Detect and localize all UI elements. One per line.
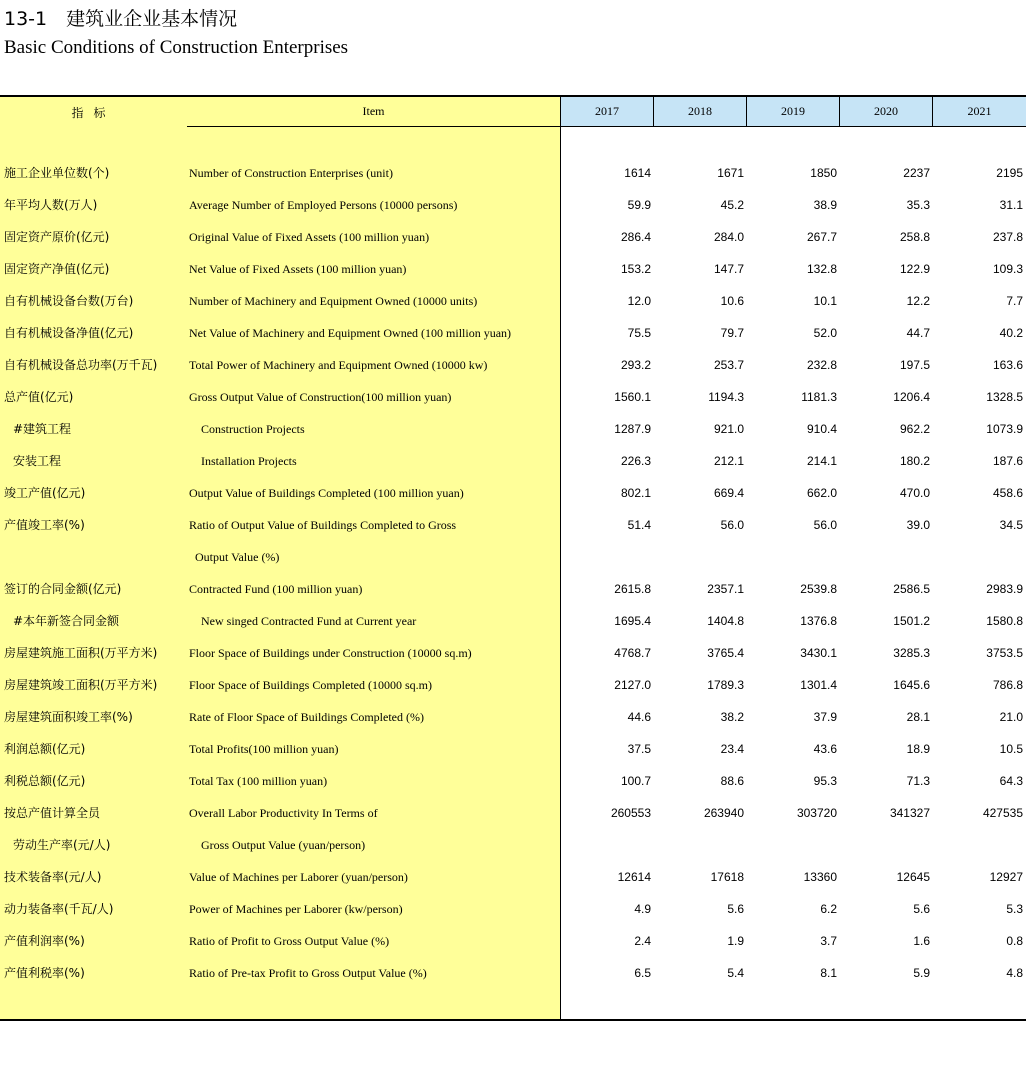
row-value-2017: 153.2: [620, 262, 651, 276]
row-value-2021: 12927: [989, 870, 1023, 884]
row-value-2018: 147.7: [713, 262, 744, 276]
row-value-2018: 79.7: [720, 326, 744, 340]
row-label-cn: 自有机械设备台数(万台): [4, 294, 134, 308]
header-item-en: Item: [187, 97, 560, 126]
table-row: [0, 477, 1026, 509]
row-value-2020: [850, 541, 930, 573]
row-label-en: Overall Labor Productivity In Terms of: [189, 806, 378, 820]
row-value-2020: 35.3: [906, 198, 930, 212]
row-value-2020: 470.0: [899, 486, 930, 500]
row-label-cn: 产值利税率(%): [4, 966, 85, 980]
row-label-en: Ratio of Pre-tax Profit to Gross Output Value (%): [189, 966, 427, 980]
row-value-2019: 52.0: [813, 326, 837, 340]
row-value-2019: 8.1: [820, 966, 837, 980]
row-value-2021: 7.7: [1006, 294, 1023, 308]
table-row: [0, 637, 1026, 669]
row-value-2021: 1328.5: [986, 390, 1023, 404]
row-value-2019: 132.8: [806, 262, 837, 276]
row-value-2019: 3430.1: [800, 646, 837, 660]
row-value-2018: 56.0: [720, 518, 744, 532]
row-label-en: Construction Projects: [201, 422, 305, 436]
row-value-2017: 1287.9: [614, 422, 651, 436]
row-value-2018: 1.9: [727, 934, 744, 948]
row-label-cn: 安装工程: [13, 454, 62, 468]
row-value-2021: 1073.9: [986, 422, 1023, 436]
table-row: [0, 157, 1026, 189]
row-value-2018: 284.0: [713, 230, 744, 244]
table-row: [0, 829, 1026, 861]
row-label-en: Output Value (%): [195, 550, 280, 564]
row-value-2020: 1206.4: [893, 390, 930, 404]
table-row: [0, 221, 1026, 253]
row-value-2020: 71.3: [906, 774, 930, 788]
row-label-cn: #建筑工程: [13, 422, 72, 436]
row-label-cn: 施工企业单位数(个): [4, 166, 110, 180]
row-value-2017: 293.2: [620, 358, 651, 372]
row-value-2017: 51.4: [627, 518, 651, 532]
row-value-2017: 1695.4: [614, 614, 651, 628]
row-value-2021: 3753.5: [986, 646, 1023, 660]
table-row: [0, 797, 1026, 829]
row-label-cn: 利润总额(亿元): [4, 742, 86, 756]
row-value-2018: 1671: [717, 166, 744, 180]
row-label-cn: 固定资产原价(亿元): [4, 230, 110, 244]
row-label-en: Contracted Fund (100 million yuan): [189, 582, 363, 596]
row-label-cn: 劳动生产率(元/人): [13, 838, 111, 852]
header-year-2017: 2017: [560, 97, 653, 126]
table-row: [0, 413, 1026, 445]
row-value-2020: 180.2: [899, 454, 930, 468]
row-value-2018: 669.4: [713, 486, 744, 500]
row-value-2018: 212.1: [713, 454, 744, 468]
row-value-2018: 5.4: [727, 966, 744, 980]
row-value-2017: [571, 829, 651, 861]
row-value-2018: 921.0: [713, 422, 744, 436]
header-year-2019: 2019: [746, 97, 839, 126]
row-label-cn: 房屋建筑竣工面积(万平方米): [4, 678, 158, 692]
row-value-2017: [571, 541, 651, 573]
row-value-2020: 12645: [896, 870, 930, 884]
row-value-2021: 21.0: [999, 710, 1023, 724]
row-value-2020: 44.7: [906, 326, 930, 340]
table-row: [0, 765, 1026, 797]
row-label-cn: 产值竣工率(%): [4, 518, 85, 532]
row-value-2019: 303720: [796, 806, 837, 820]
row-value-2019: 1181.3: [801, 390, 837, 404]
row-value-2019: 662.0: [806, 486, 837, 500]
row-value-2017: 286.4: [620, 230, 651, 244]
row-value-2017: 226.3: [620, 454, 651, 468]
header-year-2020: 2020: [839, 97, 932, 126]
row-value-2018: 1404.8: [707, 614, 744, 628]
row-value-2019: 6.2: [820, 902, 837, 916]
row-value-2021: 163.6: [992, 358, 1023, 372]
row-label-en: Ratio of Profit to Gross Output Value (%): [189, 934, 390, 948]
row-label-en: Number of Machinery and Equipment Owned (10000 units): [189, 294, 478, 308]
row-value-2017: 2.4: [634, 934, 651, 948]
row-value-2018: 17618: [710, 870, 744, 884]
table-title-cn: 13-1 建筑业企业基本情况: [4, 8, 238, 30]
row-label-en: Floor Space of Buildings Completed (10000 sq.m): [189, 678, 432, 692]
row-label-en: Total Profits(100 million yuan): [189, 742, 339, 756]
row-label-cn: 动力装备率(千瓦/人): [4, 902, 114, 916]
row-value-2021: 31.1: [999, 198, 1023, 212]
table-row: [0, 701, 1026, 733]
row-label-cn: #本年新签合同金额: [13, 614, 120, 628]
row-value-2020: 962.2: [899, 422, 930, 436]
row-label-en: Total Power of Machinery and Equipment Owned (10000 kw): [189, 358, 488, 372]
row-label-en: Net Value of Fixed Assets (100 million yuan): [189, 262, 407, 276]
row-value-2021: 2983.9: [986, 582, 1023, 596]
row-value-2020: 1.6: [913, 934, 930, 948]
table-row: [0, 573, 1026, 605]
row-value-2019: 1850: [810, 166, 837, 180]
table-row: [0, 957, 1026, 989]
row-value-2019: 10.1: [813, 294, 837, 308]
row-value-2018: 23.4: [720, 742, 744, 756]
row-value-2018: [664, 541, 744, 573]
row-value-2021: 237.8: [992, 230, 1023, 244]
row-value-2021: 40.2: [999, 326, 1023, 340]
row-value-2018: 253.7: [713, 358, 744, 372]
row-label-cn: 总产值(亿元): [4, 390, 74, 404]
row-value-2021: 458.6: [992, 486, 1023, 500]
row-value-2021: 4.8: [1006, 966, 1023, 980]
row-value-2017: 2127.0: [614, 678, 651, 692]
row-label-cn: 房屋建筑面积竣工率(%): [4, 710, 133, 724]
table-bottom-rule: [0, 1019, 1026, 1021]
row-value-2021: 109.3: [992, 262, 1023, 276]
row-label-en: New singed Contracted Fund at Current year: [201, 614, 417, 628]
table-row: [0, 605, 1026, 637]
row-value-2019: 13360: [803, 870, 837, 884]
row-value-2020: 18.9: [906, 742, 930, 756]
row-value-2019: [757, 541, 837, 573]
row-value-2021: [943, 829, 1023, 861]
row-value-2021: 1580.8: [986, 614, 1023, 628]
row-value-2018: [664, 829, 744, 861]
row-value-2021: 0.8: [1006, 934, 1023, 948]
row-value-2017: 100.7: [620, 774, 651, 788]
row-value-2020: 122.9: [899, 262, 930, 276]
row-value-2020: 28.1: [906, 710, 930, 724]
row-value-2018: 2357.1: [707, 582, 744, 596]
row-value-2017: 4.9: [634, 902, 651, 916]
table-row: [0, 733, 1026, 765]
row-label-en: Original Value of Fixed Assets (100 million yuan): [189, 230, 430, 244]
row-label-en: Gross Output Value (yuan/person): [201, 838, 366, 852]
row-label-en: Number of Construction Enterprises (unit): [189, 166, 393, 180]
row-value-2018: 45.2: [720, 198, 744, 212]
row-label-cn: 技术装备率(元/人): [4, 870, 102, 884]
row-value-2018: 263940: [703, 806, 744, 820]
row-value-2019: 214.1: [806, 454, 837, 468]
row-value-2017: 37.5: [627, 742, 651, 756]
row-value-2021: 187.6: [992, 454, 1023, 468]
row-label-en: Total Tax (100 million yuan): [189, 774, 328, 788]
row-value-2019: 95.3: [813, 774, 837, 788]
header-year-2018: 2018: [653, 97, 746, 126]
table-row: [0, 317, 1026, 349]
row-label-en: Rate of Floor Space of Buildings Completed (%): [189, 710, 424, 724]
row-value-2020: 5.6: [913, 902, 930, 916]
row-label-en: Gross Output Value of Construction(100 million yuan): [189, 390, 452, 404]
row-value-2017: 1560.1: [614, 390, 651, 404]
row-label-cn: 固定资产净值(亿元): [4, 262, 110, 276]
row-label-en: Floor Space of Buildings under Construction (10000 sq.m): [189, 646, 472, 660]
row-value-2018: 5.6: [727, 902, 744, 916]
row-value-2017: 12.0: [627, 294, 651, 308]
row-value-2021: 786.8: [992, 678, 1023, 692]
row-value-2018: 38.2: [720, 710, 744, 724]
row-value-2021: 64.3: [999, 774, 1023, 788]
row-value-2017: 260553: [610, 806, 651, 820]
row-value-2020: 341327: [889, 806, 930, 820]
row-label-cn: 按总产值计算全员: [4, 806, 101, 820]
row-value-2020: 2237: [903, 166, 930, 180]
row-value-2021: [943, 541, 1023, 573]
row-value-2021: 34.5: [999, 518, 1023, 532]
table-row: [0, 445, 1026, 477]
row-value-2018: 1789.3: [707, 678, 744, 692]
row-value-2020: 2586.5: [893, 582, 930, 596]
table-row: [0, 893, 1026, 925]
table-title-en: Basic Conditions of Construction Enterprises: [4, 37, 349, 58]
row-value-2019: 3.7: [820, 934, 837, 948]
row-value-2020: 1645.6: [893, 678, 930, 692]
table-row: [0, 189, 1026, 221]
row-value-2017: 2615.8: [614, 582, 651, 596]
row-value-2018: 1194.3: [708, 390, 744, 404]
row-label-en: Power of Machines per Laborer (kw/person): [189, 902, 403, 916]
row-value-2019: 232.8: [806, 358, 837, 372]
row-label-cn: 签订的合同金额(亿元): [4, 582, 122, 596]
row-value-2020: 12.2: [906, 294, 930, 308]
row-value-2017: 1614: [624, 166, 651, 180]
row-value-2019: 56.0: [813, 518, 837, 532]
table-row: [0, 285, 1026, 317]
row-value-2020: 39.0: [906, 518, 930, 532]
row-value-2019: [757, 829, 837, 861]
row-value-2019: 267.7: [806, 230, 837, 244]
table-row: [0, 861, 1026, 893]
row-label-en: Ratio of Output Value of Buildings Completed to Gross: [189, 518, 457, 532]
table-row: [0, 509, 1026, 541]
row-label-cn: 房屋建筑施工面积(万平方米): [4, 646, 158, 660]
row-value-2017: 802.1: [620, 486, 651, 500]
row-label-cn: 自有机械设备净值(亿元): [4, 326, 134, 340]
row-value-2020: [850, 829, 930, 861]
row-value-2021: 5.3: [1006, 902, 1023, 916]
row-label-cn: 竣工产值(亿元): [4, 486, 86, 500]
row-value-2020: 1501.2: [893, 614, 930, 628]
row-label-cn: 年平均人数(万人): [4, 198, 98, 212]
header-indicator-cn: 指标: [0, 97, 187, 129]
row-label-cn: 产值利润率(%): [4, 934, 85, 948]
row-value-2020: 5.9: [913, 966, 930, 980]
row-value-2018: 3765.4: [707, 646, 744, 660]
row-label-en: Installation Projects: [201, 454, 297, 468]
header-year-2021: 2021: [932, 97, 1026, 126]
row-value-2020: 3285.3: [893, 646, 930, 660]
row-label-cn: 自有机械设备总功率(万千瓦): [4, 358, 158, 372]
row-value-2019: 43.6: [813, 742, 837, 756]
row-value-2019: 1301.4: [800, 678, 837, 692]
table-row: [0, 381, 1026, 413]
row-label-cn: 利税总额(亿元): [4, 774, 86, 788]
row-value-2017: 59.9: [627, 198, 651, 212]
row-value-2017: 12614: [617, 870, 651, 884]
table-row: [0, 669, 1026, 701]
row-value-2019: 2539.8: [800, 582, 837, 596]
row-label-en: Value of Machines per Laborer (yuan/person): [189, 870, 408, 884]
table-row: [0, 253, 1026, 285]
table-row: [0, 925, 1026, 957]
row-value-2017: 44.6: [627, 710, 651, 724]
row-value-2018: 88.6: [720, 774, 744, 788]
row-value-2021: 427535: [982, 806, 1023, 820]
row-value-2017: 6.5: [634, 966, 651, 980]
table-row: [0, 541, 1026, 573]
table-header: [0, 97, 1026, 127]
row-value-2019: 37.9: [813, 710, 837, 724]
row-value-2021: 2195: [996, 166, 1023, 180]
row-value-2020: 258.8: [899, 230, 930, 244]
row-value-2019: 1376.8: [800, 614, 837, 628]
row-value-2021: 10.5: [999, 742, 1023, 756]
row-label-en: Average Number of Employed Persons (10000 persons): [189, 198, 458, 212]
row-value-2019: 38.9: [813, 198, 837, 212]
row-value-2017: 4768.7: [614, 646, 651, 660]
row-label-en: Output Value of Buildings Completed (100 million yuan): [189, 486, 464, 500]
row-value-2018: 10.6: [720, 294, 744, 308]
table-row: [0, 349, 1026, 381]
row-value-2020: 197.5: [899, 358, 930, 372]
row-value-2017: 75.5: [627, 326, 651, 340]
row-value-2019: 910.4: [806, 422, 837, 436]
row-label-en: Net Value of Machinery and Equipment Owned (100 million yuan): [189, 326, 512, 340]
